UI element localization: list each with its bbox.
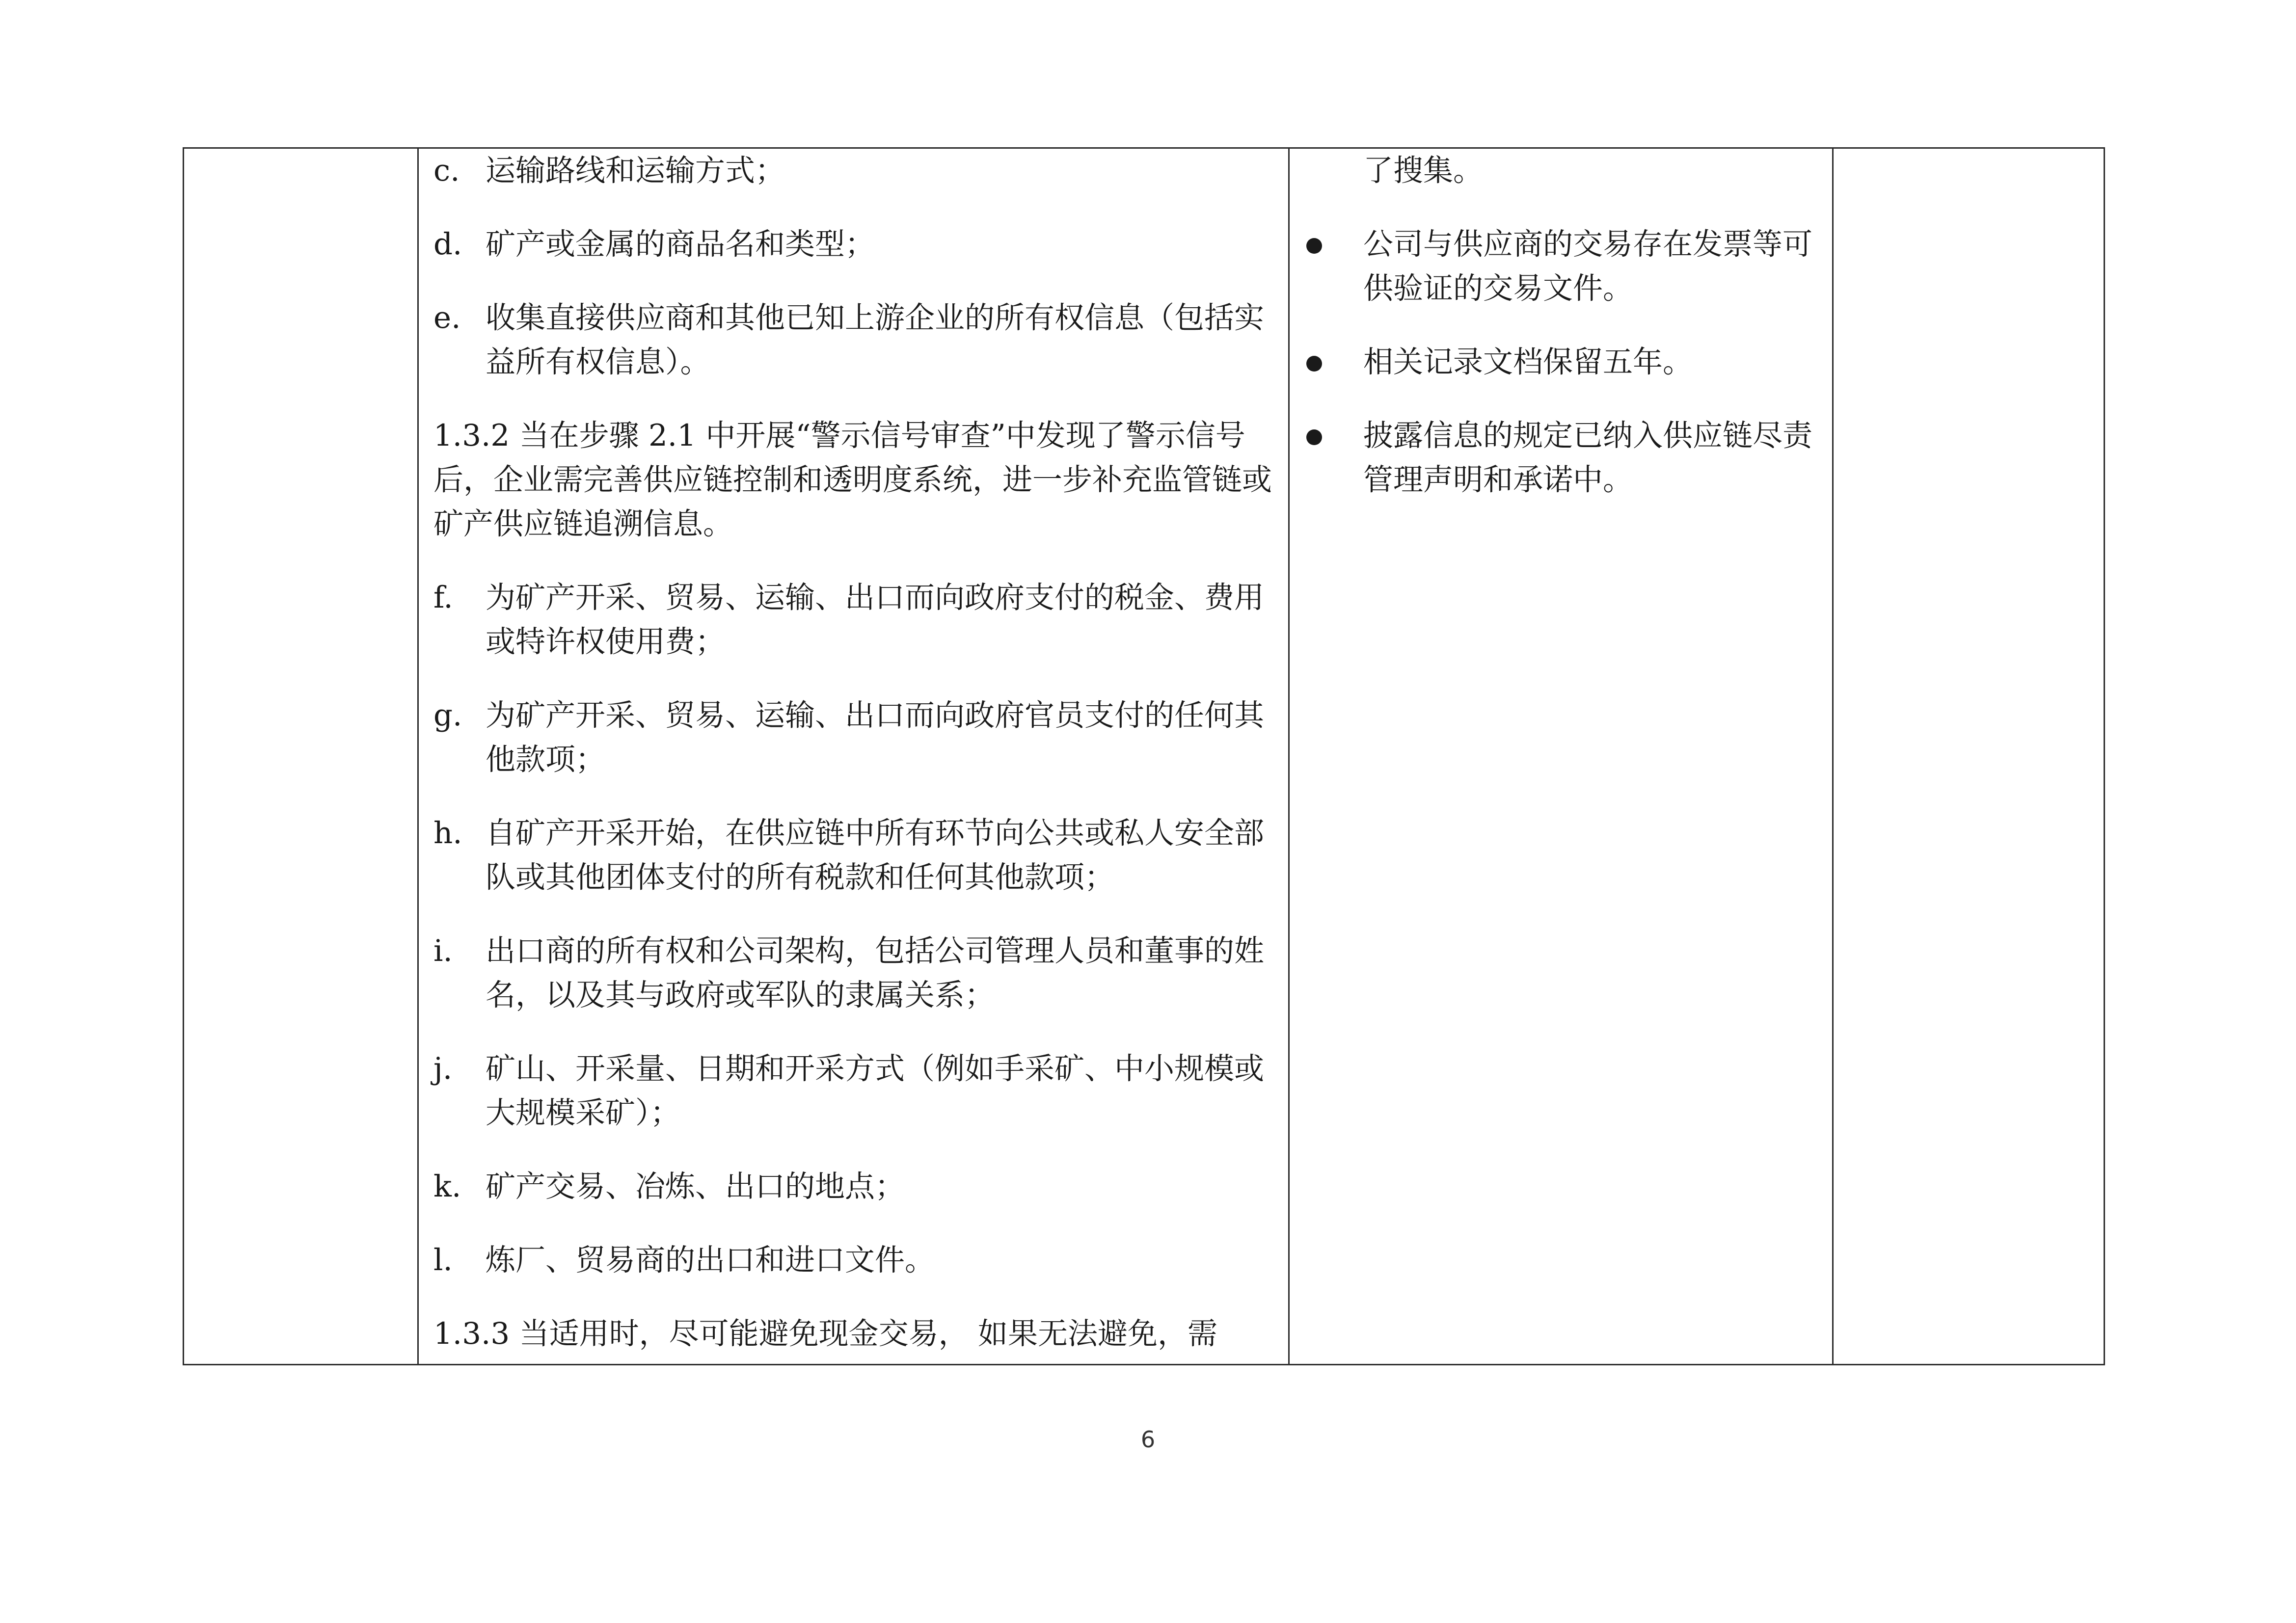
list-item: f. 为矿产开采、贸易、运输、出口而向政府支付的税金、费用或特许权使用费； xyxy=(433,580,1265,659)
continuation-text: 了搜集。 xyxy=(1363,153,1484,188)
requirements-cell xyxy=(419,149,1289,1364)
bullet-dot-icon xyxy=(1306,238,1322,254)
bullet-item: 披露信息的规定已纳入供应链尽责管理声明和承诺中。 xyxy=(1304,414,1817,502)
list-item: c. 运输路线和运输方式； xyxy=(433,153,785,188)
bullet-item: 相关记录文档保留五年。 xyxy=(1304,340,1817,384)
page-number: 6 xyxy=(1140,1426,1156,1453)
list-item: e. 收集直接供应商和其他已知上游企业的所有权信息（包括实益所有权信息）。 xyxy=(433,300,1265,379)
bullet-item: 公司与供应商的交易存在发票等可供验证的交易文件。 xyxy=(1304,222,1817,311)
list-item: i. 出口商的所有权和公司架构，包括公司管理人员和董事的姓名，以及其与政府或军队的隶属关系； xyxy=(433,933,1265,1012)
evidence-cell xyxy=(1290,149,1832,1364)
bullet-dot-icon xyxy=(1306,429,1322,445)
list-item: k. 矿产交易、冶炼、出口的地点； xyxy=(433,1169,905,1204)
document-table xyxy=(183,147,2105,1365)
paragraph-1-3-2: 1.3.2 当在步骤 2.1 中开展“警示信号审查”中发现了警示信号后，企业需完善供应链控制和透明度系统，进一步补充监管链或矿产供应链追溯信息。 xyxy=(433,418,1272,541)
list-item: d. 矿产或金属的商品名和类型； xyxy=(433,227,875,262)
list-item: h. 自矿产开采开始，在供应链中所有环节向公共或私人安全部队或其他团体支付的所有税款和任何其他款项； xyxy=(433,816,1265,895)
paragraph-1-3-3: 1.3.3 当适用时，尽可能避免现金交易， 如果无法避免，需 xyxy=(433,1316,1217,1351)
bullet-dot-icon xyxy=(1306,356,1322,372)
list-item: g. 为矿产开采、贸易、运输、出口而向政府官员支付的任何其他款项； xyxy=(433,698,1265,777)
list-item: l. 炼厂、贸易商的出口和进口文件。 xyxy=(433,1243,935,1277)
column-divider xyxy=(1832,149,1834,1364)
list-item: j. 矿山、开采量、日期和开采方式（例如手采矿、中小规模或大规模采矿）； xyxy=(433,1051,1265,1130)
